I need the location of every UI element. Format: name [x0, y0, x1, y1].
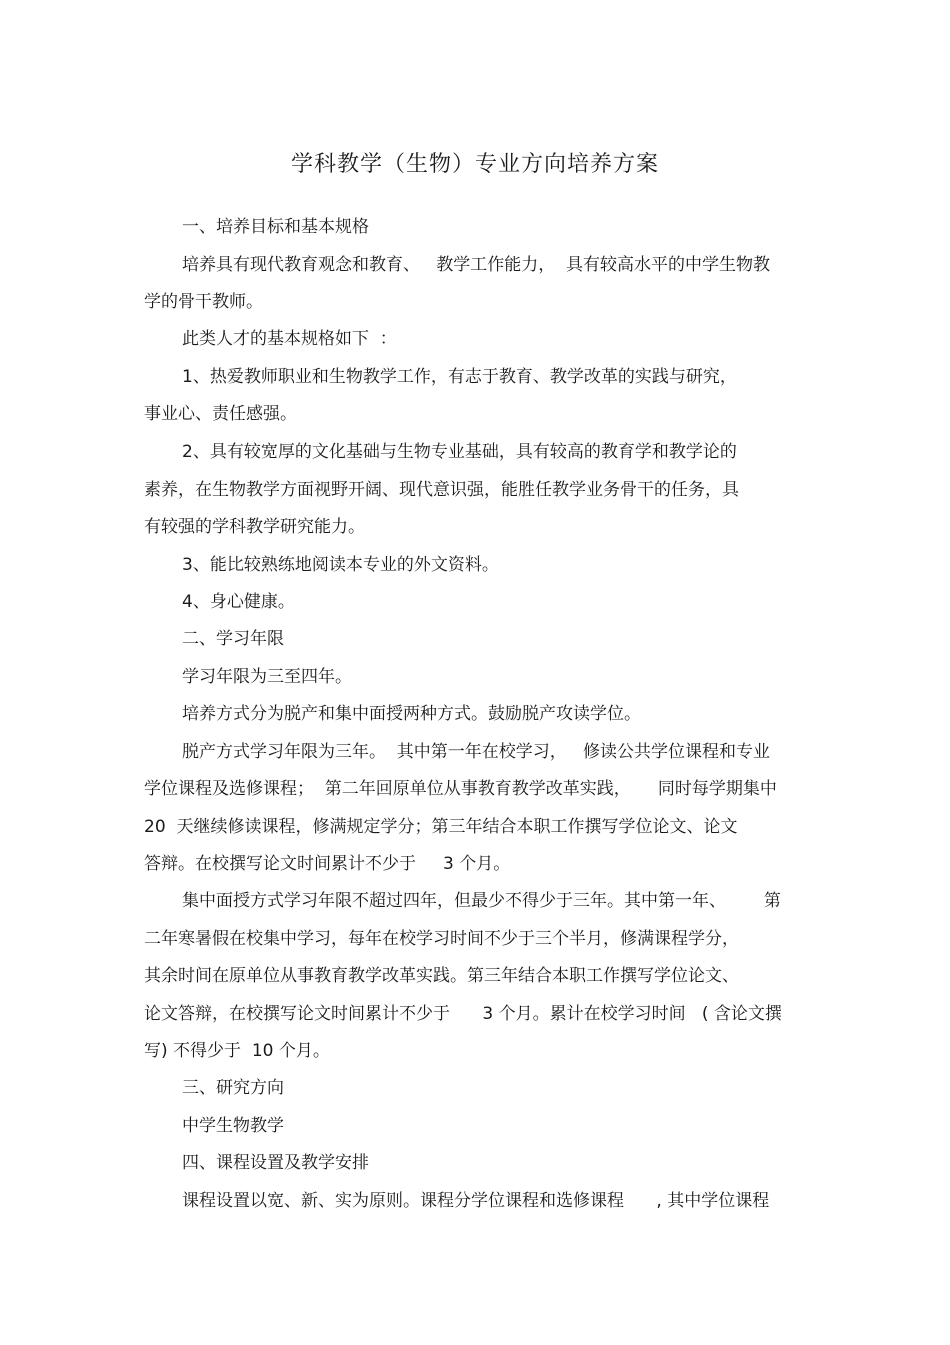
document-title: 学科教学（生物）专业方向培养方案	[290, 152, 659, 177]
paragraph-line: 学习年限为三至四年。	[182, 667, 352, 687]
section-heading-duration: 二、学习年限	[182, 629, 284, 649]
paragraph-line: 20 天继续修读课程，修满规定学分；第三年结合本职工作撰写学位论文、论文	[144, 817, 738, 837]
list-item-3: 3、能比较熟练地阅读本专业的外文资料。	[182, 555, 499, 575]
list-item-1: 1、热爱教师职业和生物教学工作，有志于教育、教学改革的实践与研究，	[182, 367, 737, 387]
paragraph-line: 培养具有现代教育观念和教育、 教学工作能力， 具有较高水平的中学生物教	[182, 255, 771, 275]
paragraph-line: 脱产方式学习年限为三年。 其中第一年在校学习， 修读公共学位课程和专业	[182, 742, 771, 762]
paragraph-line: 有较强的学科教学研究能力。	[144, 517, 365, 537]
paragraph-line: 中学生物教学	[182, 1116, 284, 1136]
paragraph-line: 二年寒暑假在校集中学习，每年在校学习时间不少于三个半月，修满课程学分，	[144, 929, 739, 949]
paragraph-line: 集中面授方式学习年限不超过四年，但最少不得少于三年。其中第一年、 第	[182, 891, 781, 911]
section-heading-research: 三、研究方向	[182, 1078, 284, 1098]
section-heading-goals: 一、培养目标和基本规格	[182, 217, 369, 237]
list-item-2: 2、具有较宽厚的文化基础与生物专业基础，具有较高的教育学和教学论的	[182, 442, 737, 462]
paragraph-line: 答辩。在校撰写论文时间累计不少于 3 个月。	[144, 854, 511, 874]
paragraph-line: 课程设置以宽、新、实为原则。课程分学位课程和选修课程 , 其中学位课程	[182, 1191, 770, 1211]
paragraph-line: 素养，在生物教学方面视野开阔、现代意识强，能胜任教学业务骨干的任务，具	[144, 480, 739, 500]
paragraph-line: 写) 不得少于 10 个月。	[144, 1041, 330, 1061]
list-item-4: 4、身心健康。	[182, 592, 295, 612]
paragraph-line: 培养方式分为脱产和集中面授两种方式。鼓励脱产攻读学位。	[182, 704, 641, 724]
section-heading-curriculum: 四、课程设置及教学安排	[182, 1153, 369, 1173]
paragraph-line: 事业心、责任感强。	[144, 404, 297, 424]
paragraph-line: 其余时间在原单位从事教育教学改革实践。第三年结合本职工作撰写学位论文、	[144, 966, 739, 986]
paragraph-line: 学的骨干教师。	[144, 292, 263, 312]
paragraph-line: 学位课程及选修课程； 第二年回原单位从事教育教学改革实践， 同时每学期集中	[144, 779, 777, 799]
paragraph-line: 论文答辩，在校撰写论文时间累计不少于 3 个月。累计在校学习时间 ( 含论文撰	[144, 1004, 782, 1024]
paragraph-line: 此类人才的基本规格如下 ：	[182, 329, 397, 349]
